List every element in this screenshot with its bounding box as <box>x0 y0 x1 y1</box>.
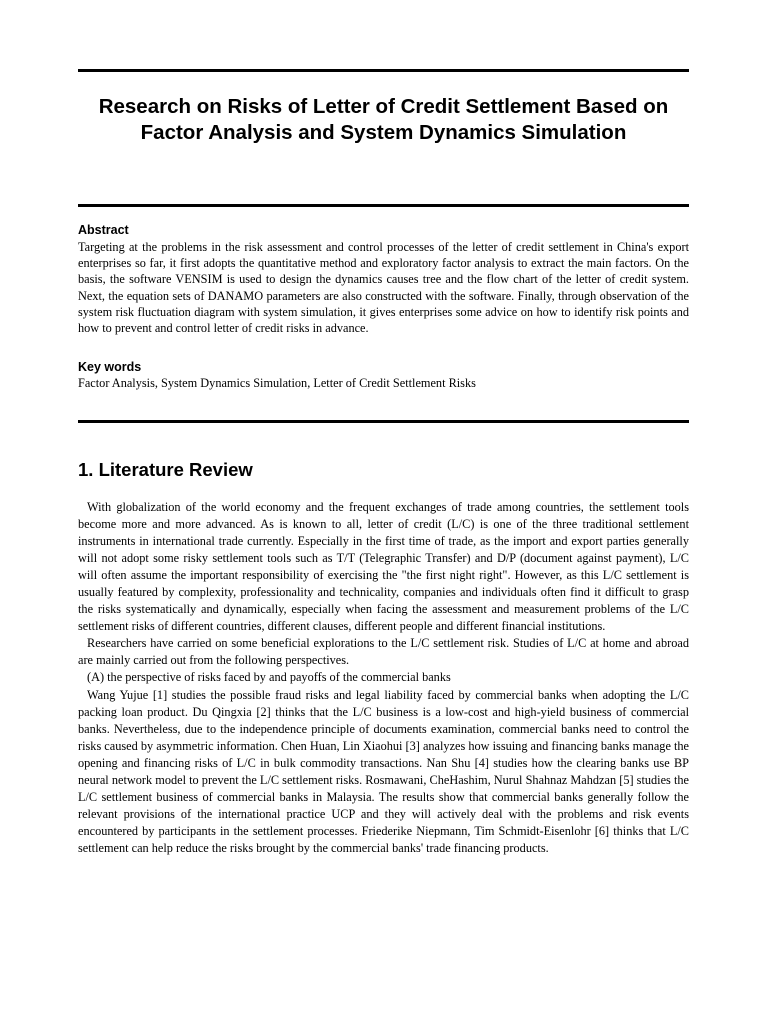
abstract-text: Targeting at the problems in the risk assessment and control processes of the letter of credit settlement in China's export enterprises so far, it first adopts the quantitative method and exploratory factor analysis to extract the main factors. On the basis, the software VENSIM is used to design the dynamics causes tree and the flow chart of the letter of credit system. Next, the equation sets of DANAMO parameters are also constructed with the software. Finally, through observation of the system risk fluctuation diagram with system simulation, it gives enterprises some advice on how to identify risk points and how to prevent and control letter of credit risks in advance. <box>78 240 689 336</box>
top-rule <box>78 69 689 72</box>
abstract-label: Abstract <box>78 223 129 237</box>
body-paragraph: Researchers have carried on some beneficial explorations to the L/C settlement risk. Studies of L/C at home and abroad are mainly carried out from the following perspectives. <box>78 636 689 668</box>
section-body <box>78 499 689 857</box>
paper-title: Research on Risks of Letter of Credit Settlement Based on Factor Analysis and System Dynamics Simulation <box>98 95 669 144</box>
keywords-label: Key words <box>78 360 142 374</box>
section-heading: 1. Literature Review <box>78 459 253 480</box>
keywords-text: Factor Analysis, System Dynamics Simulation, Letter of Credit Settlement Risks <box>78 376 476 390</box>
keywords-rule <box>78 420 689 423</box>
body-paragraph: (A) the perspective of risks faced by and payoffs of the commercial banks <box>87 670 451 685</box>
body-paragraph: With globalization of the world economy and the frequent exchanges of trade among countries, the settlement tools become more and more advanced. As is known to all, letter of credit (L/C) is one of the three traditional settlement instruments in international trade currently. Especially in the first time of trade, as the import and export parties generally will not adopt some risky settlement tools such as T/T (Telegraphic Transfer) and D/P (document against payment), L/C will often assume the important responsibility of exercising the "the first night right". However, as this L/C settlement is usually featured by complexity, professionality and technicality, companies and individuals often find it difficult to grasp the risks systematically and dynamically, especially when facing the assessment and measurement problems of the L/C settlement risks of different countries, different clauses, different people and different financial institutions. <box>78 500 689 634</box>
title-rule <box>78 204 689 207</box>
body-paragraph: Wang Yujue [1] studies the possible fraud risks and legal liability faced by commercial banks when adopting the L/C packing loan product. Du Qingxia [2] thinks that the L/C business is a low-cost and high-yield business of commercial banks. Nevertheless, due to the independence principle of documents examination, commercial banks need to control the risks caused by asymmetric information. Chen Huan, Lin Xiaohui [3] analyzes how issuing and financing banks manage the opening and financing risks of L/C in bulk commodity transactions. Nan Shu [4] studies how the clearing banks use BP neural network model to prevent the L/C settlement risks. Rosmawani, CheHashim, Nurul Shahnaz Mahdzan [5] studies the L/C settlement business of commercial banks in Malaysia. The results show that commercial banks generally follow the relevant provisions of the international practice UCP and they will actively deal with the problems and risk events encountered by participants in the settlement processes. Friederike Niepmann, Tim Schmidt-Eisenlohr [6] thinks that L/C settlement can help reduce the risks brought by the commercial banks' trade financing products. <box>78 687 689 855</box>
